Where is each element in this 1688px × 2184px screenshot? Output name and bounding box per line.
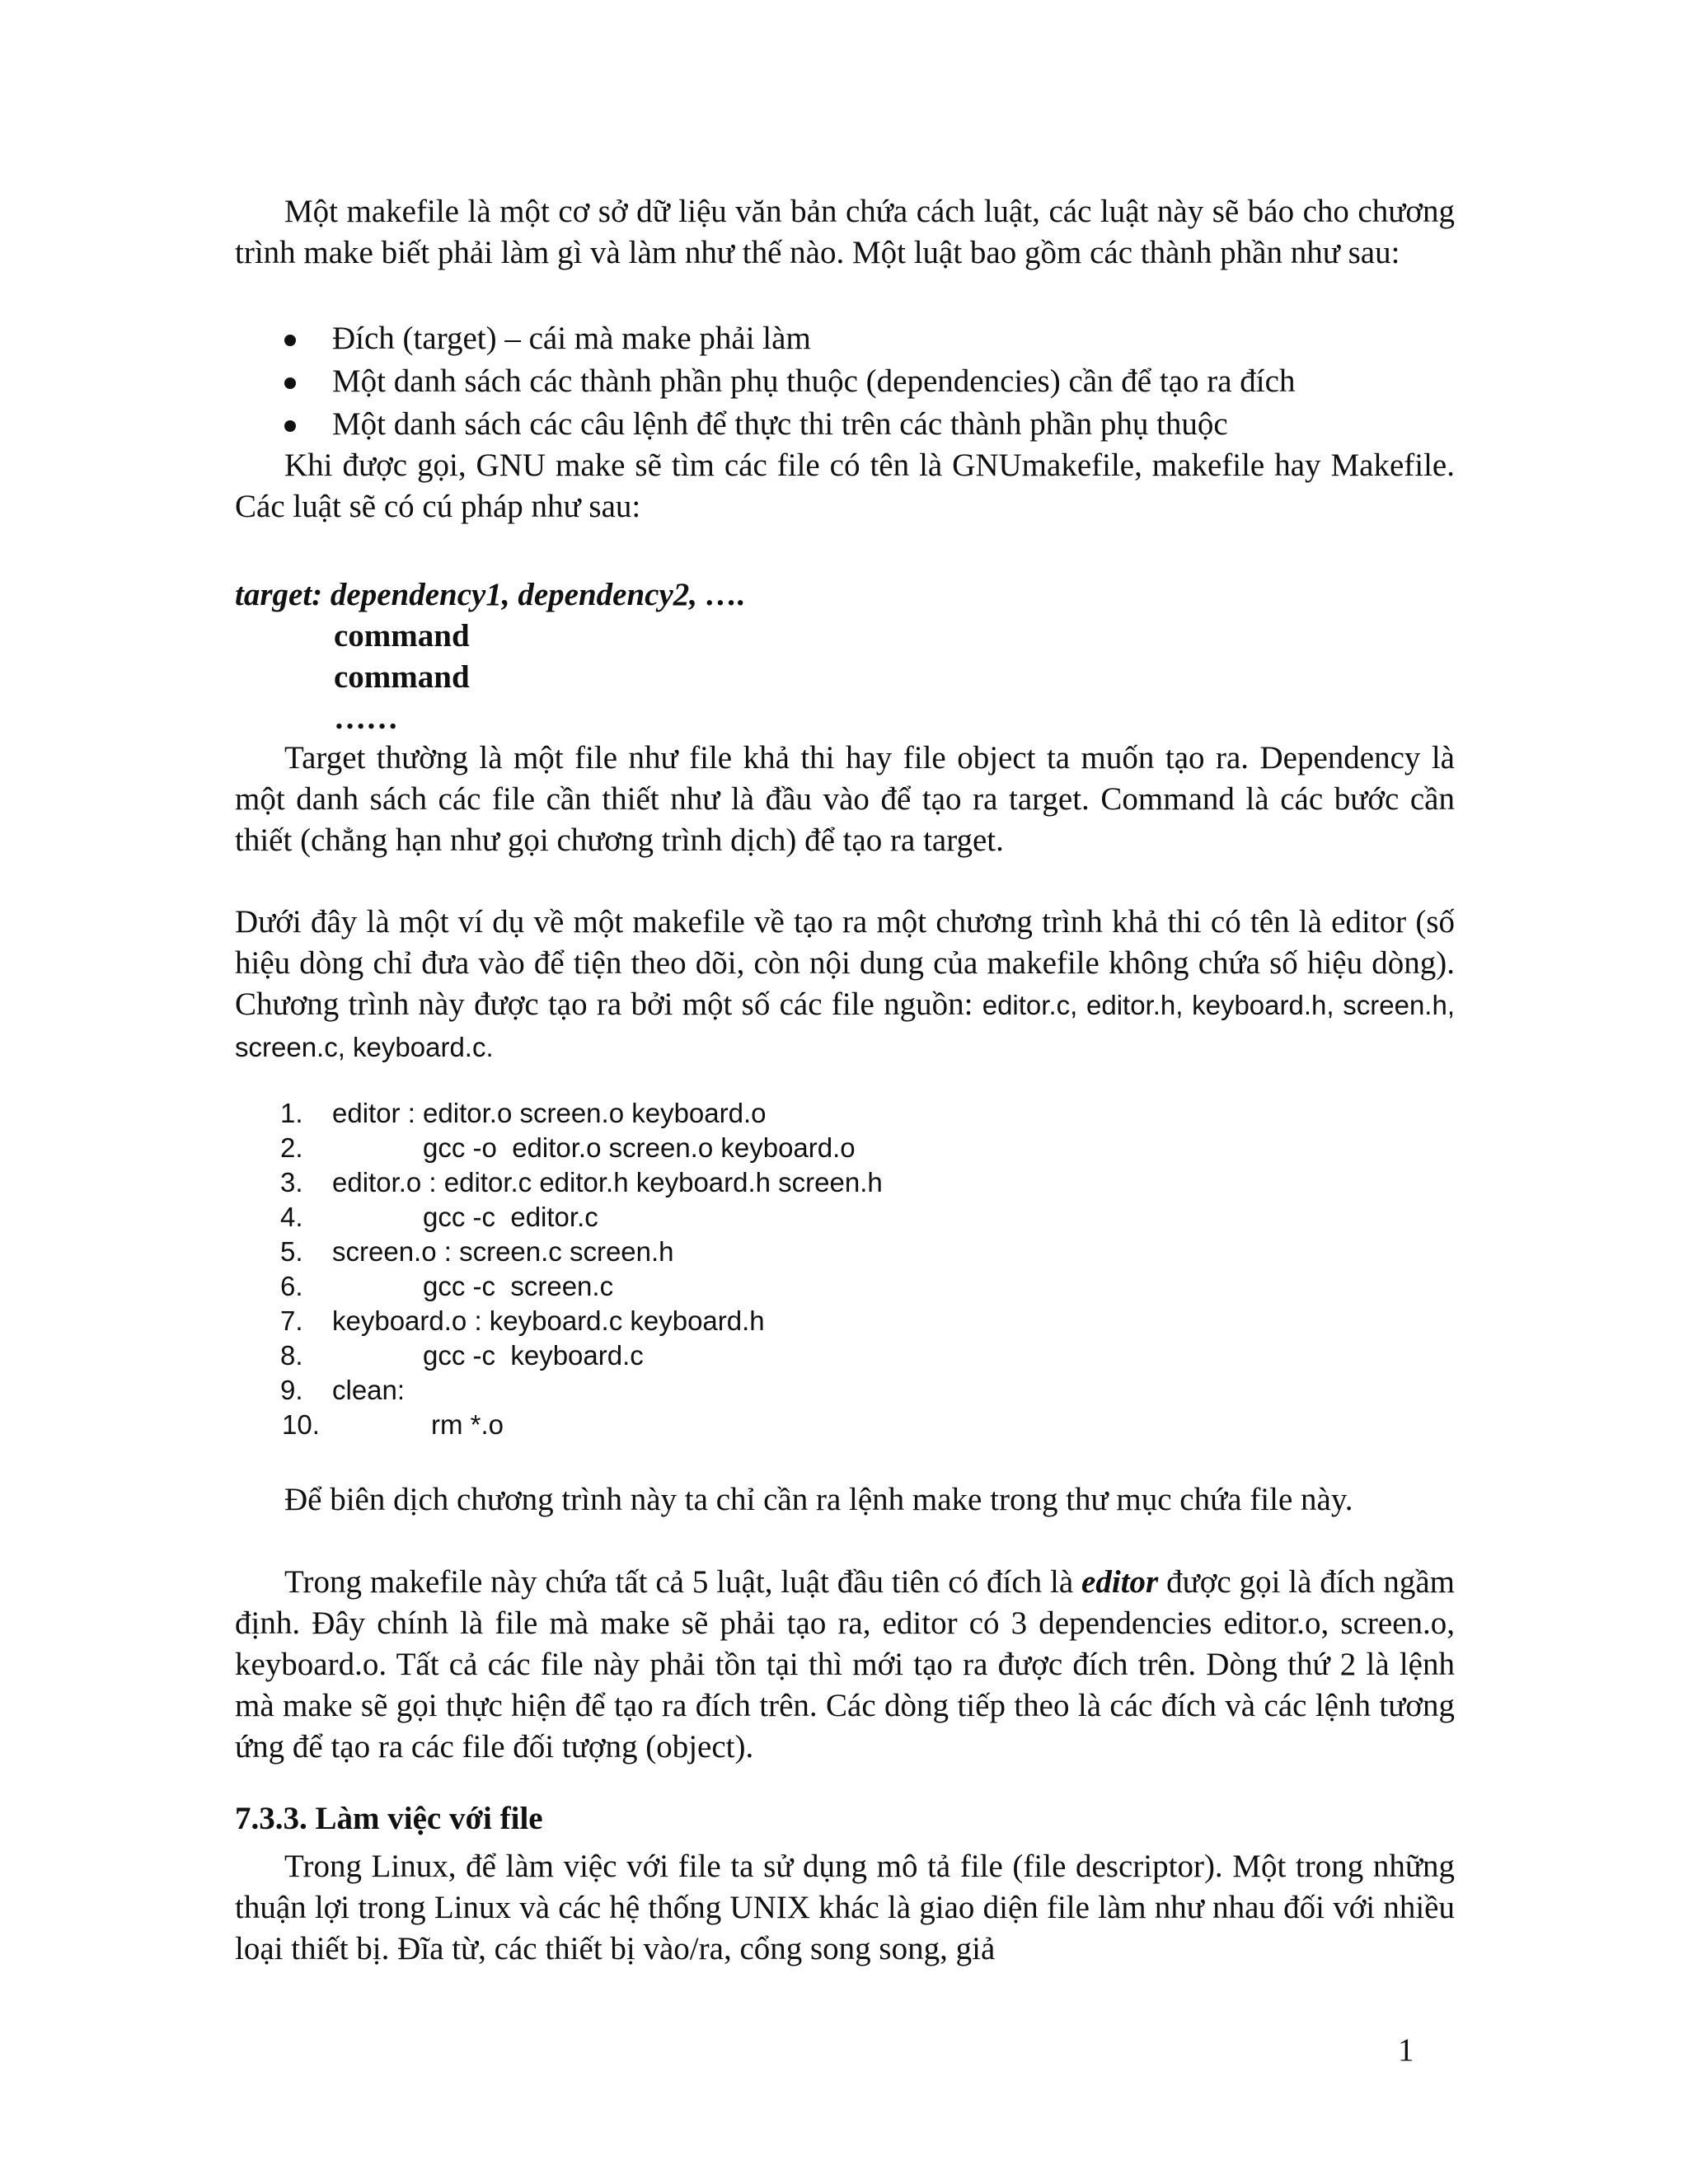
page-number: 1 (1398, 2032, 1414, 2068)
rules-emphasis: editor (1081, 1564, 1159, 1600)
code-text: editor : editor.o screen.o keyboard.o (332, 1098, 767, 1128)
invoke-paragraph: Khi được gọi, GNU make sẽ tìm các file có tên là GNUmakefile, makefile hay Makefile. Các luật sẽ có cú pháp như sau: (235, 448, 1455, 524)
code-text: screen.o : screen.c screen.h (332, 1236, 674, 1267)
line-number: 6. (280, 1271, 303, 1301)
component-list (235, 317, 1455, 446)
syntax-command: command (334, 618, 470, 654)
bullet-icon (284, 335, 296, 346)
rule-syntax (235, 574, 746, 739)
section-heading: 7.3.3. Làm việc với file (235, 1801, 543, 1836)
rules-paragraph (235, 1562, 1455, 1768)
list-item (235, 360, 1455, 403)
list-item (235, 403, 1455, 446)
bullet-icon (284, 377, 296, 389)
line-number: 9. (280, 1375, 303, 1405)
line-number: 2. (280, 1132, 303, 1163)
code-text: clean: (332, 1375, 406, 1405)
bullet-icon (284, 420, 296, 432)
code-text: gcc -o editor.o screen.o keyboard.o (423, 1132, 856, 1163)
syntax-ellipsis: …… (334, 701, 398, 736)
line-number: 1. (280, 1098, 303, 1128)
line-number: 5. (280, 1236, 303, 1267)
target-paragraph: Target thường là một file như file khả thi hay file object ta muốn tạo ra. Dependency là một danh sách các file cần thiết như là đầu vào để tạo ra target. Command là các bước cần thiết (chẳng hạn như gọi chương trình dịch) để tạo ra target. (235, 740, 1455, 858)
line-number: 10. (282, 1409, 320, 1440)
code-text: rm *.o (431, 1409, 504, 1440)
code-text: gcc -c keyboard.c (423, 1340, 644, 1371)
line-number: 7. (280, 1305, 303, 1336)
example-file-list: editor.c, editor.h, keyboard.h, screen.h, screen.c, keyboard.c. (235, 990, 1455, 1062)
list-item-text: Một danh sách các câu lệnh để thực thi trên các thành phần phụ thuộc (332, 406, 1228, 442)
rules-text-before: Trong makefile này chứa tất cả 5 luật, luật đầu tiên có đích là (284, 1564, 1082, 1600)
compile-paragraph: Để biên dịch chương trình này ta chỉ cần ra lệnh make trong thư mục chứa file này. (284, 1482, 1353, 1517)
line-number: 4. (280, 1202, 303, 1232)
file-paragraph: Trong Linux, để làm việc với file ta sử dụng mô tả file (file descriptor). Một trong những thuận lợi trong Linux và các hệ thống UNIX khác là giao diện file làm như nhau đối với nhiều loại thiết bị. Đĩa từ, các thiết bị vào/ra, cổng song song, giả (235, 1849, 1455, 1966)
code-text: keyboard.o : keyboard.c keyboard.h (332, 1305, 765, 1336)
line-number: 8. (280, 1340, 303, 1371)
intro-paragraph: Một makefile là một cơ sở dữ liệu văn bản chứa cách luật, các luật này sẽ báo cho chương trình make biết phải làm gì và làm như thế nào. Một luật bao gồm các thành phần như sau: (235, 194, 1455, 270)
code-text: gcc -c editor.c (423, 1202, 598, 1232)
list-item-text: Một danh sách các thành phần phụ thuộc (dependencies) cần để tạo ra đích (332, 363, 1296, 399)
code-text: editor.o : editor.c editor.h keyboard.h screen.h (332, 1167, 883, 1197)
example-text: Dưới đây là một ví dụ về một makefile về tạo ra một chương trình khả thi có tên là editor (số hiệu dòng chỉ đưa vào để tiện theo dõi, còn nội dung của makefile không chứa số hiệu dòng). Chương trình này được tạo ra bởi một số các file nguồn: (235, 904, 1455, 1022)
list-item (235, 317, 1455, 360)
list-item-text: Đích (target) – cái mà make phải làm (332, 321, 811, 356)
code-text: gcc -c screen.c (423, 1271, 614, 1301)
rules-text-after: được gọi là đích ngầm định. Đây chính là file mà make sẽ phải tạo ra, editor có 3 dependencies editor.o, screen.o, keyboard.o. Tất cả các file này phải tồn tại thì mới tạo ra được đích trên. Dòng thứ 2 là lệnh mà make sẽ gọi thực hiện để tạo ra đích trên. Các dòng tiếp theo là các đích và các lệnh tương ứng để tạo ra các file đối tượng (object). (235, 1564, 1455, 1765)
syntax-target-line: target: dependency1, dependency2, …. (235, 577, 746, 612)
line-number: 3. (280, 1167, 303, 1197)
syntax-command: command (334, 659, 470, 695)
example-paragraph (235, 902, 1455, 1068)
